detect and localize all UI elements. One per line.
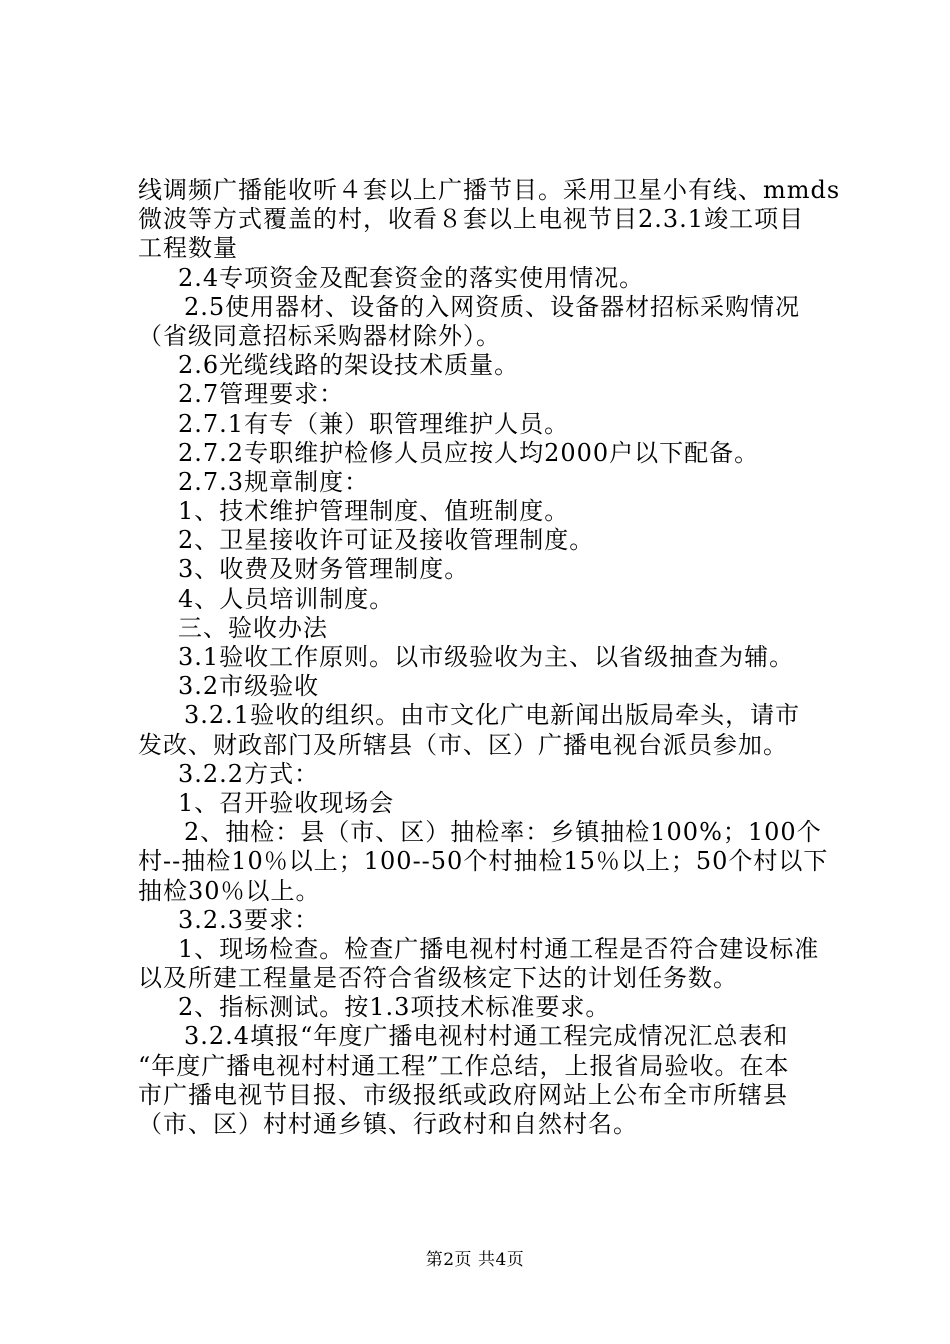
- text-line: 2.7.2专职维护检修人员应按人均2000户以下配备。: [178, 438, 760, 467]
- text-line: 以及所建工程量是否符合省级核定下达的计划任务数。: [138, 964, 738, 993]
- text-line: 3.2.3要求：: [178, 905, 320, 934]
- text-line: 3.1验收工作原则。以市级验收为主、以省级抽查为辅。: [178, 643, 795, 671]
- text-line: 2.4专项资金及配套资金的落实使用情况。: [178, 263, 645, 292]
- text-line: 2、卫星接收许可证及接收管理制度。: [178, 526, 595, 555]
- text-line: 3.2市级验收: [178, 672, 320, 701]
- text-line: 2、指标测试。按1.3项技术标准要求。: [178, 993, 611, 1022]
- text-line: 2.5使用器材、设备的入网资质、设备器材招标采购情况: [184, 292, 801, 321]
- text-line: 3.2.2方式：: [178, 759, 320, 788]
- text-line: （市、区）村村通乡镇、行政村和自然村名。: [138, 1110, 638, 1138]
- text-line: 2、抽检：县（市、区）抽检率：乡镇抽检100%；100个: [184, 818, 822, 847]
- section-heading: 三、验收办法: [178, 613, 328, 642]
- text-line: 微波等方式覆盖的村，收看８套以上电视节目2.3.1竣工项目: [138, 205, 805, 234]
- text-line: 3.2.1验收的组织。由市文化广电新闻出版局牵头，请市: [184, 701, 801, 730]
- text-line: 4、人员培训制度。: [178, 584, 395, 613]
- text-line: 工程数量: [138, 234, 238, 263]
- text-line: 市广播电视节目报、市级报纸或政府网站上公布全市所辖县: [138, 1080, 788, 1109]
- text-line: （省级同意招标采购器材除外）。: [138, 321, 501, 350]
- page-number-footer: 第2页 共4页: [425, 1250, 525, 1270]
- text-line: 2.7.1有专（兼）职管理维护人员。: [178, 409, 570, 438]
- text-line: 村--抽检10％以上；100--50个村抽检15％以上；50个村以下: [138, 847, 829, 876]
- text-line: 3、收费及财务管理制度。: [178, 555, 470, 584]
- text-line: 线调频广播能收听４套以上广播节目。采用卫星小有线、mmds: [138, 176, 841, 204]
- text-line: 2.7管理要求：: [178, 380, 345, 409]
- text-line: 1、现场检查。检查广播电视村村通工程是否符合建设标准: [178, 934, 820, 963]
- text-line: 抽检30％以上。: [138, 876, 321, 905]
- text-line: 1、召开验收现场会: [178, 788, 395, 817]
- text-line: 1、技术维护管理制度、值班制度。: [178, 497, 570, 526]
- text-line: 2.6光缆线路的架设技术质量。: [178, 351, 520, 380]
- text-line: “年度广播电视村村通工程”工作总结，上报省局验收。在本: [138, 1051, 790, 1080]
- text-line: 发改、财政部门及所辖县（市、区）广播电视台派员参加。: [138, 730, 788, 759]
- text-line: 2.7.3规章制度：: [178, 467, 370, 496]
- document-body: [138, 176, 841, 1139]
- text-line: 3.2.4填报“年度广播电视村村通工程完成情况汇总表和: [184, 1022, 789, 1051]
